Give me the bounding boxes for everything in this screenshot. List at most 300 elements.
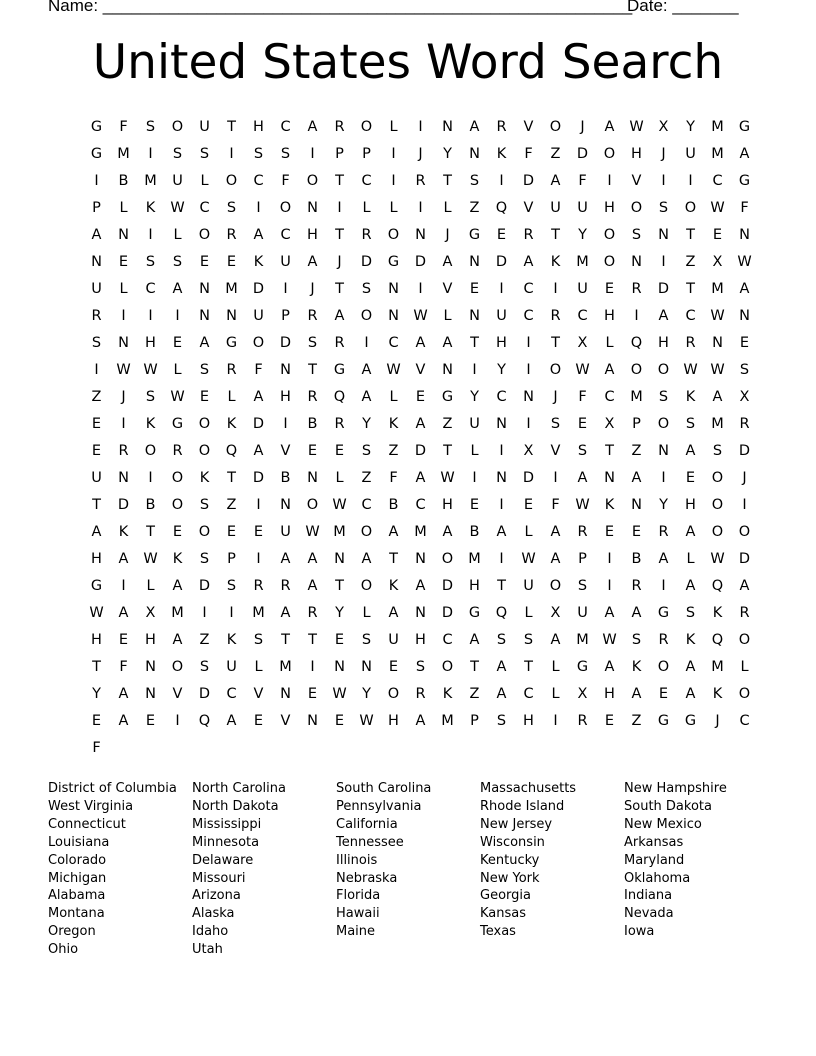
grid-letter: U <box>253 308 264 324</box>
word-list-item: West Virginia <box>48 798 134 814</box>
grid-letter: S <box>172 146 183 162</box>
grid-letter: A <box>604 119 615 135</box>
grid-letter: C <box>685 308 696 324</box>
grid-letter: O <box>360 578 373 594</box>
grid-letter: J <box>418 146 423 162</box>
grid-letter: U <box>577 200 588 216</box>
grid-letter: I <box>256 551 261 567</box>
word-list-item: Oregon <box>48 924 96 940</box>
grid-letter: O <box>603 254 616 270</box>
grid-letter: D <box>360 254 373 270</box>
word-column <box>480 780 624 959</box>
grid-letter: I <box>391 173 396 189</box>
grid-letter: W <box>575 362 590 378</box>
grid-letter: U <box>91 281 102 297</box>
grid-letter: U <box>280 524 291 540</box>
grid-letter: W <box>170 200 185 216</box>
word-list-item: Idaho <box>192 924 229 940</box>
grid-letter: N <box>631 497 642 513</box>
grid-letter: Q <box>198 713 211 729</box>
grid-letter: S <box>496 632 507 648</box>
grid-letter: I <box>364 335 369 351</box>
grid-letter: E <box>118 632 129 648</box>
grid-letter: S <box>577 443 588 459</box>
grid-letter: R <box>577 713 588 729</box>
grid-letter: L <box>443 200 452 216</box>
grid-letter: C <box>739 713 750 729</box>
grid-letter: A <box>442 524 453 540</box>
grid-letter: O <box>657 416 670 432</box>
grid-letter: B <box>145 497 156 513</box>
grid-letter: I <box>337 200 342 216</box>
grid-letter: L <box>173 362 182 378</box>
word-column <box>336 780 480 959</box>
grid-letter: U <box>469 416 480 432</box>
letter-grid <box>83 114 758 762</box>
grid-letter: N <box>145 659 156 675</box>
grid-letter: T <box>551 335 560 351</box>
grid-letter: L <box>551 659 560 675</box>
grid-letter: T <box>389 551 398 567</box>
grid-letter: T <box>92 659 101 675</box>
grid-letter: F <box>92 740 101 756</box>
word-list-item: Illinois <box>336 852 378 868</box>
grid-letter: K <box>145 416 156 432</box>
grid-letter: F <box>389 470 398 486</box>
grid-letter: T <box>335 227 344 243</box>
grid-letter: O <box>198 227 211 243</box>
grid-letter: N <box>469 254 480 270</box>
grid-letter: K <box>496 146 507 162</box>
grid-letter: X <box>577 686 588 702</box>
grid-letter: I <box>688 173 693 189</box>
grid-letter: E <box>91 416 102 432</box>
grid-letter: A <box>523 254 534 270</box>
grid-letter: N <box>658 227 669 243</box>
grid-letter: X <box>604 416 615 432</box>
grid-letter: T <box>443 443 452 459</box>
grid-letter: I <box>121 416 126 432</box>
grid-letter: I <box>283 416 288 432</box>
grid-letter: A <box>226 713 237 729</box>
grid-letter: S <box>496 713 507 729</box>
grid-letter: N <box>307 713 318 729</box>
grid-letter: I <box>742 497 747 513</box>
grid-letter: F <box>740 200 749 216</box>
grid-letter: I <box>499 497 504 513</box>
grid-letter: Z <box>91 389 102 405</box>
grid-letter: N <box>496 470 507 486</box>
grid-letter: K <box>685 632 696 648</box>
grid-letter: A <box>118 605 129 621</box>
grid-letter: X <box>739 389 750 405</box>
grid-letter: F <box>254 362 263 378</box>
grid-letter: I <box>175 308 180 324</box>
grid-letter: F <box>551 497 560 513</box>
grid-letter: G <box>333 362 346 378</box>
grid-letter: S <box>280 146 291 162</box>
grid-letter: A <box>739 146 750 162</box>
word-list-item: Kentucky <box>480 852 540 868</box>
grid-letter: O <box>684 200 697 216</box>
grid-letter: A <box>442 254 453 270</box>
grid-letter: E <box>469 281 480 297</box>
word-list-item: Tennessee <box>336 834 404 850</box>
word-list-item: Maine <box>336 924 376 940</box>
grid-letter: V <box>442 281 453 297</box>
grid-letter: L <box>389 200 398 216</box>
grid-letter: S <box>307 335 318 351</box>
grid-letter: P <box>632 416 641 432</box>
grid-letter: N <box>442 362 453 378</box>
grid-letter: C <box>415 497 426 513</box>
grid-letter: A <box>307 254 318 270</box>
grid-letter: H <box>523 713 534 729</box>
word-list-item: Nevada <box>624 906 674 922</box>
grid-letter: I <box>661 254 666 270</box>
grid-letter: T <box>443 173 452 189</box>
grid-letter: O <box>360 119 373 135</box>
grid-letter: R <box>685 335 696 351</box>
grid-letter: R <box>253 578 264 594</box>
grid-letter: L <box>686 551 695 567</box>
grid-letter: I <box>607 551 612 567</box>
grid-letter: S <box>145 119 156 135</box>
grid-letter: I <box>499 281 504 297</box>
grid-letter: M <box>711 659 724 675</box>
grid-letter: Y <box>443 146 452 162</box>
grid-letter: R <box>307 605 318 621</box>
grid-letter: Z <box>631 443 642 459</box>
grid-letter: R <box>361 227 372 243</box>
grid-letter: K <box>145 200 156 216</box>
grid-letter: D <box>657 281 670 297</box>
grid-letter: I <box>94 173 99 189</box>
grid-letter: C <box>577 308 588 324</box>
grid-letter: H <box>280 389 291 405</box>
grid-letter: D <box>441 578 454 594</box>
grid-letter: C <box>361 173 372 189</box>
grid-letter: G <box>387 254 400 270</box>
word-list <box>48 780 768 959</box>
grid-letter: T <box>470 659 479 675</box>
grid-letter: L <box>362 200 371 216</box>
grid-letter: A <box>469 632 480 648</box>
grid-letter: E <box>631 524 642 540</box>
grid-letter: I <box>553 470 558 486</box>
grid-letter: M <box>225 281 238 297</box>
grid-letter: E <box>712 227 723 243</box>
grid-letter: L <box>740 659 749 675</box>
grid-letter: V <box>523 119 534 135</box>
grid-letter: G <box>657 605 670 621</box>
grid-letter: A <box>712 389 723 405</box>
grid-letter: N <box>361 659 372 675</box>
grid-letter: R <box>631 281 642 297</box>
grid-letter: T <box>686 281 695 297</box>
grid-letter: O <box>306 497 319 513</box>
grid-letter: U <box>496 308 507 324</box>
grid-letter: I <box>607 578 612 594</box>
grid-letter: A <box>253 227 264 243</box>
grid-letter: D <box>441 605 454 621</box>
grid-letter: V <box>415 362 426 378</box>
grid-letter: D <box>738 443 751 459</box>
grid-letter: Y <box>578 227 587 243</box>
grid-letter: A <box>415 335 426 351</box>
grid-letter: M <box>117 146 130 162</box>
grid-letter: O <box>738 524 751 540</box>
grid-letter: N <box>658 443 669 459</box>
grid-letter: P <box>578 551 587 567</box>
grid-letter: Q <box>711 578 724 594</box>
grid-letter: D <box>495 254 508 270</box>
grid-letter: O <box>657 659 670 675</box>
grid-letter: N <box>388 281 399 297</box>
grid-letter: E <box>307 443 318 459</box>
grid-letter: H <box>253 119 264 135</box>
word-list-item: California <box>336 816 398 832</box>
grid-letter: L <box>254 659 263 675</box>
grid-letter: N <box>334 551 345 567</box>
grid-letter: A <box>550 551 561 567</box>
grid-letter: E <box>145 713 156 729</box>
grid-letter: A <box>577 470 588 486</box>
grid-letter: I <box>310 659 315 675</box>
grid-letter: Z <box>631 713 642 729</box>
grid-letter: Y <box>659 497 668 513</box>
grid-letter: P <box>227 551 236 567</box>
grid-letter: A <box>685 578 696 594</box>
grid-letter: B <box>469 524 480 540</box>
grid-letter: M <box>441 713 454 729</box>
grid-letter: A <box>442 335 453 351</box>
grid-letter: N <box>496 416 507 432</box>
grid-letter: G <box>225 335 238 351</box>
grid-letter: K <box>172 551 183 567</box>
grid-letter: I <box>661 173 666 189</box>
word-list-item: Georgia <box>480 888 531 904</box>
grid-letter: P <box>470 713 479 729</box>
grid-letter: R <box>118 443 129 459</box>
grid-letter: R <box>739 416 750 432</box>
grid-letter: I <box>526 416 531 432</box>
grid-letter: M <box>144 173 157 189</box>
grid-letter: U <box>577 281 588 297</box>
grid-letter: S <box>199 551 210 567</box>
grid-letter: P <box>281 308 290 324</box>
grid-letter: S <box>199 497 210 513</box>
grid-letter: L <box>389 119 398 135</box>
word-list-item: Wisconsin <box>480 834 545 850</box>
grid-letter: D <box>279 335 292 351</box>
grid-letter: N <box>415 227 426 243</box>
grid-letter: O <box>171 497 184 513</box>
grid-letter: D <box>414 443 427 459</box>
grid-letter: I <box>418 200 423 216</box>
grid-letter: I <box>229 146 234 162</box>
word-list-item: New Mexico <box>624 816 702 832</box>
grid-letter: I <box>121 308 126 324</box>
grid-letter: W <box>710 362 725 378</box>
grid-letter: W <box>386 362 401 378</box>
grid-letter: A <box>118 686 129 702</box>
grid-letter: W <box>629 119 644 135</box>
grid-letter: A <box>415 713 426 729</box>
grid-letter: C <box>388 335 399 351</box>
grid-letter: E <box>496 227 507 243</box>
grid-letter: E <box>739 335 750 351</box>
grid-letter: I <box>391 146 396 162</box>
grid-letter: E <box>199 254 210 270</box>
grid-letter: S <box>631 632 642 648</box>
grid-letter: L <box>443 308 452 324</box>
word-list-item: Pennsylvania <box>336 798 422 814</box>
grid-letter: H <box>604 308 615 324</box>
grid-letter: H <box>631 146 642 162</box>
grid-letter: X <box>712 254 723 270</box>
grid-letter: W <box>332 686 347 702</box>
grid-letter: S <box>712 443 723 459</box>
word-list-item: Delaware <box>192 852 254 868</box>
grid-letter: B <box>307 416 318 432</box>
grid-letter: W <box>521 551 536 567</box>
grid-letter: V <box>631 173 642 189</box>
grid-letter: S <box>253 146 264 162</box>
grid-letter: U <box>226 659 237 675</box>
grid-letter: Z <box>388 443 399 459</box>
grid-letter: Q <box>711 632 724 648</box>
grid-letter: G <box>738 173 751 189</box>
grid-letter: E <box>307 686 318 702</box>
grid-letter: B <box>388 497 399 513</box>
word-list-item: Utah <box>192 942 223 958</box>
grid-letter: Z <box>550 146 561 162</box>
grid-letter: Z <box>685 254 696 270</box>
grid-letter: F <box>578 173 587 189</box>
grid-letter: S <box>226 578 237 594</box>
grid-letter: C <box>226 686 237 702</box>
grid-letter: N <box>307 470 318 486</box>
grid-letter: J <box>580 119 585 135</box>
grid-letter: Q <box>225 443 238 459</box>
grid-letter: L <box>551 686 560 702</box>
word-list-item: Indiana <box>624 888 673 904</box>
grid-letter: G <box>90 119 103 135</box>
word-list-item: New Jersey <box>480 816 553 832</box>
grid-letter: A <box>172 632 183 648</box>
grid-letter: A <box>388 524 399 540</box>
grid-letter: U <box>172 173 183 189</box>
grid-letter: C <box>361 497 372 513</box>
grid-letter: I <box>256 497 261 513</box>
grid-letter: D <box>198 686 211 702</box>
grid-letter: C <box>253 173 264 189</box>
grid-letter: J <box>553 389 558 405</box>
grid-letter: I <box>418 281 423 297</box>
grid-letter: Y <box>362 416 371 432</box>
grid-letter: M <box>414 524 427 540</box>
word-list-item: Arizona <box>192 888 241 904</box>
grid-letter: A <box>118 713 129 729</box>
grid-letter: O <box>279 200 292 216</box>
grid-letter: I <box>661 470 666 486</box>
grid-letter: O <box>252 335 265 351</box>
grid-letter: A <box>307 119 318 135</box>
grid-letter: A <box>91 524 102 540</box>
grid-letter: Y <box>497 362 506 378</box>
grid-letter: A <box>199 335 210 351</box>
grid-letter: I <box>94 362 99 378</box>
grid-letter: X <box>658 119 669 135</box>
grid-letter: T <box>605 443 614 459</box>
grid-letter: P <box>362 146 371 162</box>
grid-letter: S <box>145 254 156 270</box>
grid-letter: H <box>388 713 399 729</box>
grid-letter: A <box>550 173 561 189</box>
grid-letter: G <box>90 146 103 162</box>
grid-letter: S <box>361 443 372 459</box>
grid-letter: R <box>172 443 183 459</box>
grid-letter: B <box>118 173 129 189</box>
grid-letter: I <box>202 605 207 621</box>
grid-letter: A <box>415 470 426 486</box>
grid-letter: S <box>199 362 210 378</box>
grid-letter: O <box>360 524 373 540</box>
grid-letter: T <box>92 497 101 513</box>
grid-letter: G <box>171 416 184 432</box>
grid-letter: Z <box>226 497 237 513</box>
grid-letter: E <box>604 524 615 540</box>
grid-letter: H <box>496 335 507 351</box>
grid-letter: A <box>496 686 507 702</box>
grid-letter: I <box>148 470 153 486</box>
word-list-item: Iowa <box>624 924 655 940</box>
word-list-item: Nebraska <box>336 870 398 886</box>
grid-letter: N <box>712 335 723 351</box>
grid-letter: R <box>415 686 426 702</box>
grid-letter: A <box>631 605 642 621</box>
grid-letter: T <box>686 227 695 243</box>
grid-letter: A <box>604 605 615 621</box>
grid-letter: T <box>146 524 155 540</box>
grid-letter: K <box>199 470 210 486</box>
page-title: United States Word Search <box>92 35 724 90</box>
grid-letter: W <box>332 497 347 513</box>
grid-letter: I <box>310 146 315 162</box>
grid-letter: A <box>604 362 615 378</box>
grid-letter: W <box>737 254 752 270</box>
grid-letter: R <box>577 524 588 540</box>
word-list-item: Massachusetts <box>480 781 577 796</box>
grid-letter: E <box>658 686 669 702</box>
grid-letter: R <box>226 227 237 243</box>
grid-letter: I <box>418 119 423 135</box>
word-list-item: District of Columbia <box>48 781 177 796</box>
grid-letter: Q <box>333 389 346 405</box>
grid-letter: K <box>712 686 723 702</box>
grid-letter: E <box>334 443 345 459</box>
grid-letter: C <box>280 227 291 243</box>
grid-letter: R <box>631 578 642 594</box>
grid-letter: A <box>631 470 642 486</box>
grid-letter: T <box>524 659 533 675</box>
grid-letter: D <box>576 146 589 162</box>
grid-letter: I <box>148 227 153 243</box>
grid-letter: C <box>442 632 453 648</box>
grid-letter: E <box>604 281 615 297</box>
grid-letter: A <box>658 551 669 567</box>
